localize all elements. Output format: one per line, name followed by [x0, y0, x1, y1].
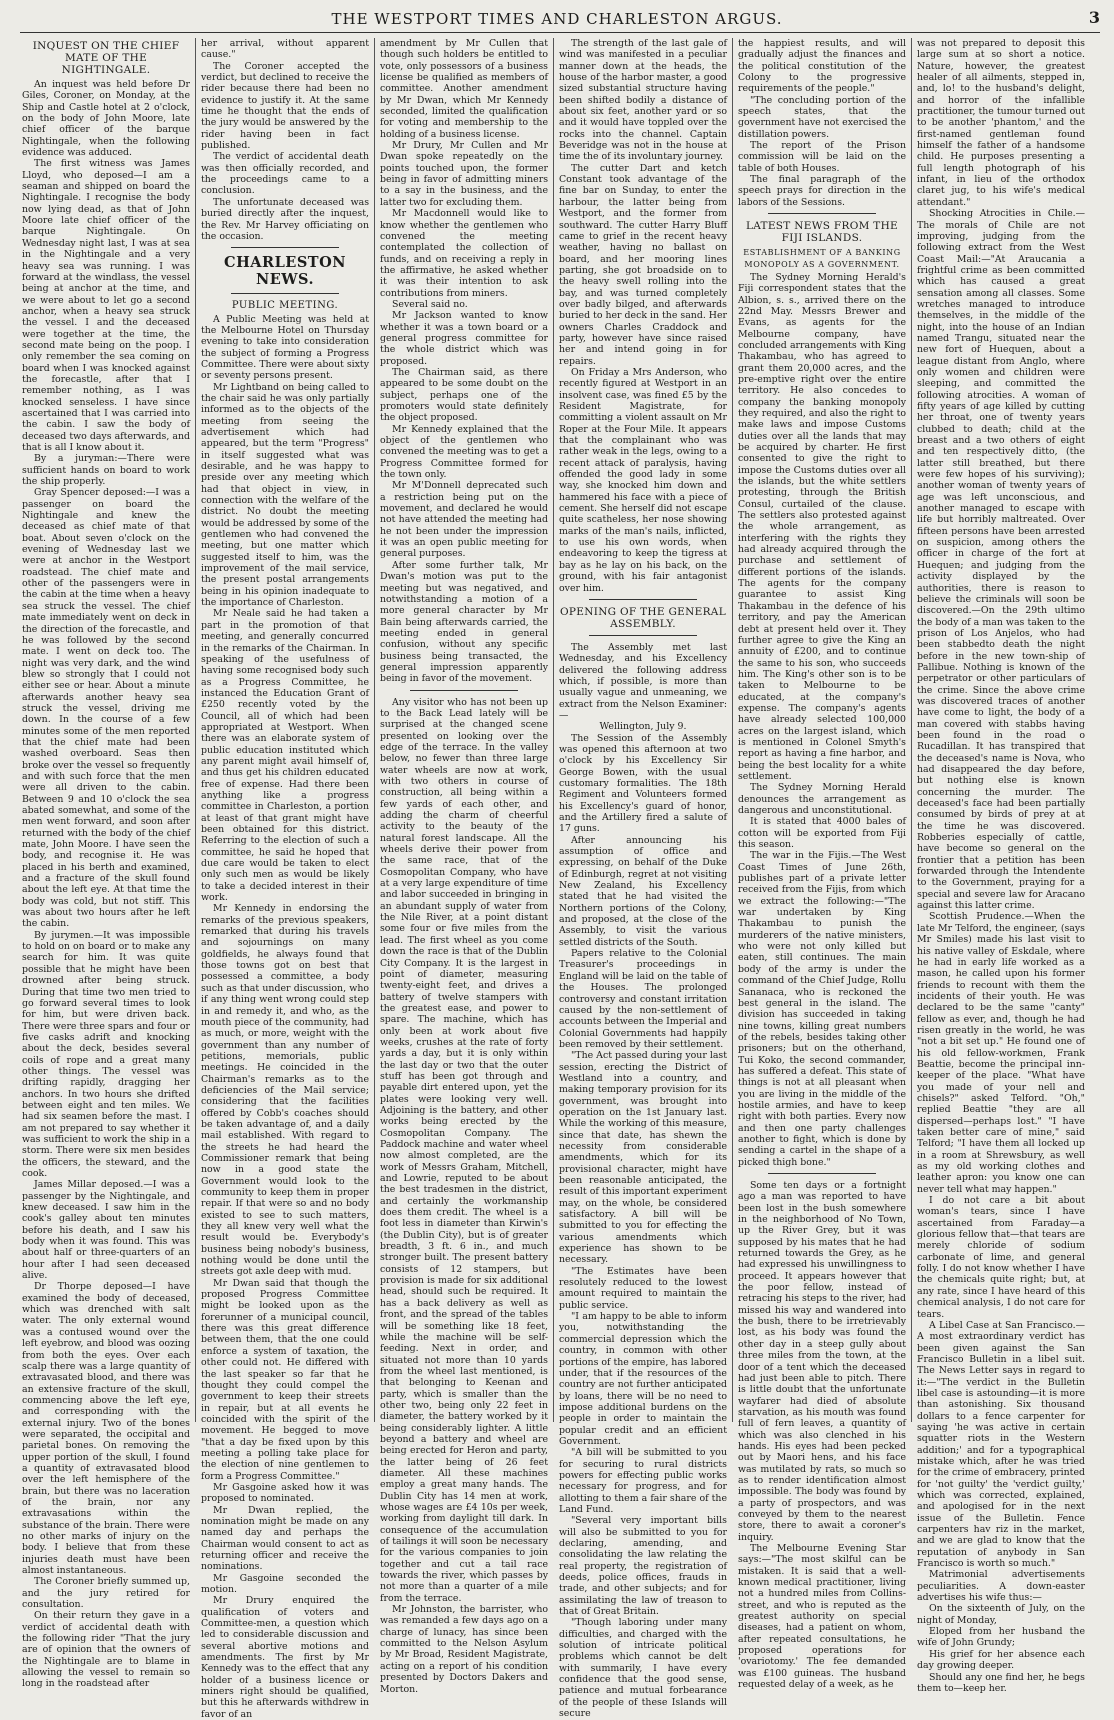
article-paragraph: On their return they gave in a verdict of accidental death with the following rider "That the jury are of opinion that the owners of the Nightingale are to blame in allowing the vessel to remain so long in the roadstead after: [22, 1610, 190, 1690]
article-paragraph: After announcing his assumption of office and expressing, on behalf of the Duke of Edinburgh, regret at not visiting New Zealand, his Excellency stated that he had visited the Northern portions of the Colony, and proposed, at the close of the Assembly, to visit the various settled districts of the South.: [559, 834, 727, 948]
article-paragraph: The unfortunate deceased was buried directly after the inquest, the Rev. Mr Harvey officiating on the occasion.: [201, 196, 369, 242]
article-paragraph: The verdict of accidental death was then officially recorded, and the proceedings came to a conclusion.: [201, 151, 369, 197]
article-paragraph: amendment by Mr Cullen that though such holders be entitled to vote, only possessors of a business license be qualified as members of committee. Another amendment by Mr Dwan, which Mr Kennedy seconded, limited the qualification for voting and membership to the holding of a business license.: [380, 38, 548, 140]
article-paragraph: The Sydney Morning Herald denounces the arrangement as dangerous and unconstitutional.: [738, 782, 906, 816]
section-rule: [589, 599, 697, 600]
column-1: [22, 38, 190, 1690]
column-divider: [374, 38, 375, 1422]
article-paragraph: Several said no.: [392, 298, 468, 310]
article-paragraph: her arrival, without apparent cause.": [201, 38, 369, 61]
article-paragraph: "The Act passed during your last session, erecting the District of Westland into a country, and making temporary provision for its government, was brought into operation on the 1st January last. While the working of this measure, since that date, has shewn the necessity from considerable amendments, which for its provisional character, might have been reasonable anticipated, the result of this important experiment may, on the whole, be considered satisfactory. A bill will be submitted to you for effecting the various amendments which experience has shown to be necessary.: [559, 1050, 727, 1266]
article-paragraph: Mr Dwan replied, the nomination might be made on any named day and perhaps the Chairman would consent to act as returning officer and receive the nominations.: [201, 1504, 369, 1573]
article-paragraph: Mr Drury enquired the qualification of voters and Committee-men, a question which led to considerable discussion and several abortive motions and amendments. The first by Mr Kennedy was to the effect that any holder of a business licence or miners right should be qualified, but this he afterwards withdrew in favor of an: [201, 1595, 369, 1720]
column-3: [380, 38, 548, 1695]
article-paragraph: Mr Kennedy in endorsing the remarks of the previous speakers, remarked that during his travels and sojournings on many goldfields, he always found that those towns got on best that possessed a committee, a body such as that under discussion, who if any thing went wrong could step in and remedy it, and who, as the mouth piece of the community, had as much, or more, weight with the government than any number of petitions, memorials, public meetings. He coincided in the Chairman's remarks as to the deficiencies of the Mail service; considering that the facilities offered by Cobb's coaches should be taken advantage of, and a daily mail established. With regard to the streets he had heard the Commissioner remark that being now in a good state the Government would look to the community to keep them in proper repair. If that were so and no body existed to see to such matters, they all knew very well what the result would be. Everybody's business being nobody's business, nothing would be done until the streets got axle deep with mud.: [201, 903, 369, 1278]
article-paragraph: Scottish Prudence.—When the late Mr Telford, the engineer, (says Mr Smiles) made his last visit to his native valley of Eskdale, where he had in early life worked as a mason, he called upon his former friends to recount with them the incidents of their youth. He was declared to be the same "canty" fellow as ever, and, though he had risen greatly in the world, he was "not a bit set up." He found one of his old fellow-workmen, Frank Beattie, become the principal inn-keeper of the place. "What have you made of your nell and chisels?" asked Telford. "Oh," replied Beattie "they are all dispersed—perhaps lost." "I have taken better care of mine," said Telford; "I have them all locked up in a room at Shrewsbury, as well as my old working clothes and leather apron: you know one can never tell what may happen.": [917, 911, 1085, 1195]
article-paragraph: Mr Dwan said that though the proposed Progress Committee might be looked upon as the forerunner of a municipal council, there was this great difference between them, that the one could enforce a system of taxation, the other could not. He differed with the last speaker so far that he thought they could compel the government to keep their streets in repair, but at all events he coincided with the spirit of the movement. He begged to move "that a day be fixed upon by this meeting a polling take place for the election of nine gentlemen to form a Progress Committee.": [201, 1277, 369, 1482]
article-paragraph: "A bill will be submitted to you for securing to rural districts powers for effecting public works necessary for progress, and for allotting to them a fair share of the Land Fund.: [559, 1447, 727, 1515]
dateline: Wellington, July 9.: [599, 721, 687, 733]
article-paragraph: Mr Macdonnell would like to know whether the gentlemen who convened the meeting contemplated the collection of funds, and on receiving a reply in the affirmative, he asked whether it was their intention to ask contributions from miners.: [380, 208, 548, 299]
article-paragraph: The Sydney Morning Herald's Fiji correspondent states that the Albion, s. s., arrived there on the 22nd May. Messrs Brewer and Evans, as agents for the Melbourne company, have concluded arrangements with King Thakambau, who has agreed to grant them 20,000 acres, and the pre-emptive right over the entire territory. He also concedes to company the banking monopoly they required, and also the right to make laws and impose Customs duties over all the lands that may be acquired by charter. He first consented to give the right to impose the Customs duties over all the islands, but the white settlers protesting, through the British Consul, curtailed of the clause. The settlers also protested against the whole arrangement, as interfering with the rights they had already acquired through the purchase and settlement of different portions of the islands. The agents for the company guarantee to assist King Thakambau in the defence of his territory, and pay the American debt at present held over it. They further agree to give the King an annuity of £200, and to continue the same to his son, who succeeds him. The King's other son is to be taken to Melbourne to be educated, at the company's expense. The company's agents have already selected 100,000 acres on the largest island, which is mentioned in Colonel Smyth's report as having a fine harbor, and being the best locality for a white settlement.: [738, 271, 906, 782]
article-paragraph: The strength of the last gale of wind was manifested in a peculiar manner down at the heads, the house of the harbor master, a good sized substantial structure having been shifted bodily a distance of about six feet, another yard or so and it would have toppled over the rocks into the channel. Captain Beveridge was not in the house at time the of its involuntary journey.: [559, 38, 727, 163]
article-paragraph: The war in the Fijis.—The West Coast Times of June 26th, publishes part of a private letter received from the Fijis, from which we extract the following:—"The war undertaken by King Thakambau to punish the murderers of the native ministers, who were not only killed but eaten, still continues. The main body of the army is under the command of the Chief Judge, Rollu Sananaca, who is reckoned the best general in the island. The division has succeeded in taking nine towns, killing great numbers of the rebels, besides taking other prisoners; but on the otherhand, Tui Koko, the second commander, has suffered a defeat. This state of things is not at all pleasant when you are living in the middle of the hostile armies, and have to keep right with both parties. Every now and then one party challenges another to fight, which is done by sending a cartel in the shape of a picked thigh bone.": [738, 850, 906, 1168]
section-title: CHARLESTON NEWS.: [224, 254, 346, 289]
article-paragraph: Mr Gasgoine seconded the motion.: [201, 1572, 369, 1596]
article-paragraph: The Chairman said, as there appeared to be some doubt on the subject, perhaps one of the promoters would state definitely the object proposed.: [380, 366, 548, 424]
article-paragraph: Mr Gasgoine asked how it was proposed to nominated.: [201, 1481, 369, 1505]
page-number: 3: [1088, 8, 1100, 27]
article-paragraph: The Coroner briefly summed up, and the jury retired for consultation.: [22, 1576, 190, 1611]
article-paragraph: Mr Jackson wanted to know whether it was a town board or a general progress committee for the whole district which was proposed.: [380, 310, 548, 367]
article-paragraph: The Coroner accepted the verdict, but declined to receive the rider because there had been no evidence to justify it. At the same time he thought that the ends of the jury would be answered by the rider having been in fact published.: [201, 60, 369, 152]
article-headline: OPENING OF THE GENERAL ASSEMBLY.: [560, 605, 726, 630]
column-2: [201, 38, 369, 1720]
article-paragraph: The cutter Dart and ketch Constant took advantage of the fine bar on Sunday, to enter the harbour, the latter being from Westport, and the former from southward. The cutter Harry Bluff came to grief in the recent heavy weather, having no ballast on board, and her mooring lines parting, she got broadside on to the heavy swell rolling into the bay, and was turned completely over badly bilged, and afterwards buried to her deck in the sand. Her owners Charles Craddock and party, however have since raised her and intend going in for repairs.: [559, 162, 727, 367]
article-paragraph: the happiest results, and will gradually adjust the finances and the political constitution of the Colony to the progressive requirements of the people.": [738, 38, 906, 95]
column-6: [917, 38, 1085, 1694]
article-paragraph: The final paragraph of the speech prays for direction in the labors of the Sessions.: [738, 174, 906, 208]
article-paragraph: On the sixteenth of July, on the night of Monday,: [917, 1603, 1085, 1626]
article-paragraph: After some further talk, Mr Dwan's motion was put to the meeting but was negatived, and notwithstanding a motion of a more general character by Mr Bain being afterwards carried, the meeting ended in general confusion, without any specific business being transacted, the general impression apparently being in favor of the movement.: [380, 559, 548, 685]
article-paragraph: "I am happy to be able to inform you, notwithstanding the commercial depression which the country, in common with other portions of the empire, has labored under, that if the resources of the country are not further anticipated by loans, there will be no need to impose additional burdens on the people in order to maintain the popular credit and an efficient Government.: [559, 1311, 727, 1447]
column-divider: [195, 38, 196, 1422]
article-paragraph: Eloped from her husband the wife of John Grundy;: [917, 1626, 1085, 1649]
masthead: [0, 0, 1114, 34]
article-paragraph: By a juryman:—There were sufficient hands on board to work the ship properly.: [22, 453, 190, 488]
article-paragraph: On Friday a Mrs Anderson, who recently figured at Westport in an insolvent case, was fined £5 by the Resident Magistrate, for committing a violent assault on Mr Roper at the Four Mile. It appears that the complainant who was rather weak in the legs, owing to a recent attack of paralysis, having offended the good lady in some way, she knocked him down and hammered his face with a piece of cement. She herself did not escape quite scatheless, her nose showing marks of the man's nails, inflicted, to use his own words, when endeavoring to keep the tigress at bay as he lay on his back, on the ground, with his fair antagonist over him.: [559, 366, 727, 594]
column-divider: [732, 38, 733, 1422]
article-paragraph: The first witness was James Lloyd, who deposed—I am a seaman and shipped on board the Nightingale. I recognise the body now lying dead, as that of John Moore late chief officer of the barque Nightingale. On Wednesday night last, I was at sea in the Nightingale and a very heavy sea was running. I was forward at the windlass, the vessel being at anchor at the time, and we were about to let go a second anchor, when a heavy sea struck the vessel. I and the deceased were together at the time, the second mate being on the poop. I only remember the sea coming on board when I was knocked against the forecastle, after that I remember nothing, as I was knocked senseless. I have since ascertained that I was carried into the cabin. I saw the body of deceased two days afterwards, and that is all I know about it.: [22, 158, 190, 453]
article-paragraph: The Session of the Assembly was opened this afternoon at two o'clock by his Excellency Sir George Bowen, with the usual customary formalities. The 18th Regiment and Volunteers formed his Excellency's guard of honor, and the Artillery fired a salute of 17 guns.: [559, 732, 727, 835]
section-rule: [768, 213, 876, 214]
article-paragraph: The Melbourne Evening Star says:—"The most skilful can be mistaken. It is said that a well-known medical practitioner, living not a hundred miles from Collins-street, and who is reputed as the greatest authority on special diseases, had a patient on whom, after repeated consultations, he proposed operations for 'ovariotomy.' The fee demanded was £100 guineas. The husband requested delay of a week, as he: [738, 1543, 906, 1691]
article-paragraph: A Public Meeting was held at the Melbourne Hotel on Thursday evening to take into consideration the subject of forming a Progress Committee. There were about sixty or seventy persons present.: [201, 313, 369, 382]
article-paragraph: Mr Johnston, the barrister, who was remanded a few days ago on a charge of lunacy, has since been committed to the Nelson Asylum by Mr Broad, Resident Magistrate, acting on a report of his condition presented by Doctors Dakers and Morton.: [380, 1604, 548, 1695]
section-rule: [231, 293, 339, 294]
article-paragraph: Mr Drury, Mr Cullen and Mr Dwan spoke repeatedly on the points touched upon, the former being in favor of admitting miners to a say in the business, and the latter two for excluding them.: [380, 140, 548, 208]
article-headline: LATEST NEWS FROM THE FIJI ISLANDS.: [745, 220, 899, 245]
section-rule: [768, 1173, 876, 1174]
article-headline: INQUEST ON THE CHIEF MATE OF THE NIGHTINGALE.: [32, 40, 180, 76]
article-paragraph: "The Estimates have been resolutely reduced to the lowest amount required to maintain the public service.: [559, 1265, 727, 1311]
column-5: [738, 38, 906, 1691]
article-paragraph: Mr Neale said he had taken a part in the promotion of that meeting, and generally concurred in the remarks of the Chairman. In speaking of the usefulness of having some recognised body such as a Progress Committee, he instanced the Education Grant of £250 recently voted by the Council, all of which had been appropriated at Westport. When there was an elaborate system of public education instituted which any parent might avail himself of, and thus get his children educated free of expense. Had there been anything like a progress committee in Charleston, a portion at least of that grant might have been obtained for this district. Referring to the election of such a committee, he said he hoped that due care would be taken to elect only such men as would be likely to take a decided interest in their work.: [201, 608, 369, 904]
article-subheading: ESTABLISHMENT OF A BANKING MONOPOLY AS A GOVERNMENT.: [743, 248, 901, 269]
masthead-rule: [20, 32, 1100, 33]
column-4: [559, 38, 727, 1720]
article-paragraph: Mr Lightband on being called to the chair said he was only partially informed as to the objects of the meeting from seeing the advertisement which had appeared, but the term "Progress" in itself suggested what was desirable, and he was happy to preside over any meeting which had that object in view, in connection with the welfare of the district. No doubt the meeting would be addressed by some of the gentlemen who had convened the meeting, but one matter which suggested itself to him, was the improvement of the mail service, the present postal arrangements being in his opinion inadequate to the importance of Charleston.: [201, 381, 369, 609]
article-paragraph: By jurymen.—It was impossible to hold on on board or to make any search for him. It was quite possible that he might have been drowned after being struck. During that time two men tried to go forward several times to look for him, but were driven back. There were three spars and four or five casks adrift and knocking about the deck, besides several coils of rope and a great many other things. The vessel was drifting rapidly, dragging her anchors. In two hours she drifted between eight and ten miles. We had six seamen before the mast. I am not prepared to say whether it was sufficient to work the ship in a storm. There were six men besides the officers, the steward, and the cook.: [22, 929, 190, 1179]
article-paragraph: "Several very important bills will also be submitted to you for declaring, amending, and consolidating the law relating the real property, the registration of deeds, police offices, frauds in trade, and other subjects; and for assimilating the law of treason to that of Great Britain.: [559, 1515, 727, 1618]
article-paragraph: I do not care a bit about woman's tears, since I have ascertained from Faraday—a glorious fellow that—that tears are merely chloride of sodium carbonate of lime, and general folly. I do not know whether I have the chemicals quite right; but, at any rate, since I have heard of this chemical analysis, I do not care for tears.: [917, 1195, 1085, 1320]
article-paragraph: Any visitor who has not been up to the Back Lead lately will be surprised at the changed scene presented on looking over the edge of the terrace. In the valley below, no fewer than three large water wheels are now at work, with two others in course of construction, all being within a few yards of each other, and adding the charm of cheerful activity to the beauty of the natural forest landscape. All the wheels derive their power from the same race, that of the Cosmopolitan Company, who have at a very large expenditure of time and labor succeeded in bringing in an abundant supply of water from the Nile River, at a point distant some four or five miles from the lead. The first wheel as you come down the race is that of the Dublin City Company. It is the largest in point of diameter, measuring twenty-eight feet, and drives a battery of twelve stampers with the greatest ease, and power to spare. The machine, which has only been at work about five weeks, crushes at the rate of forty yards a day, but it is only within the last day or two that the outer stuff has been got through and payable dirt entered upon, yet the plates were looking very well. Adjoining is the battery, and other works being erected by the Cosmopolitan Company. The Paddock machine and water wheel now almost completed, are the work of Messrs Graham, Mitchell, and Lowrie, reputed to be about the best tradesmen in the district, and certainly the workmanship does them credit. The wheel is a foot less in diameter than Kirwin's (the Dublin City), but is of greater breadth, 3 ft. 6 in., and much stronger built. The present battery consists of 12 stampers, but provision is made for six additional head, should such be required. It has a back delivery as well as front, and the spread of the tables will be something like 18 feet, while the machine will be self-feeding. Next in order, and situated not more than 10 yards from the wheel last mentioned, is that belonging to Keenan and party, which is smaller than the other two, being only 22 feet in diameter, the battery worked by it being considerably lighter. A little beyond a battery and wheel are being erected for Heron and party, the latter being of 26 feet diameter. All these machines employ a great many hands. The Dublin City has 14 men at work, whose wages are £4 10s per week, working from daylight till dark. In consequence of the accumulation of tailings it will soon be necessary for the various companies to join together and cut a tail race towards the river, which passes by not more than a quarter of a mile from the terrace.: [380, 696, 548, 1604]
article-paragraph: Matrimonial advertisements peculiarities. A down-easter advertises his wife thus:—: [917, 1569, 1085, 1604]
article-paragraph: Papers relative to the Colonial Treasurer's proceedings in England will be laid on the table of the Houses. The prolonged controversy and constant irritation caused by the non-settlement of accounts between the Imperial and Colonial Governments had happily been removed by their settlement.: [559, 948, 727, 1050]
column-divider: [553, 38, 554, 1422]
article-paragraph: "Though laboring under many difficulties, and charged with the solution of intricate political problems which cannot be delt with summarily, I have every confidence that the good sense, patience and mutual forbearance of the people of these Islands will secure: [559, 1617, 727, 1720]
newspaper-title: THE WESTPORT TIMES AND CHARLESTON ARGUS.: [331, 10, 783, 28]
article-paragraph: Gray Spencer deposed:—I was a passenger on board the Nightingale and knew the deceased as chief mate of that boat. About seven o'clock on the evening of Wednesday last we were at anchor in the Westport roadstead. The chief mate and other of the passengers were in the cabin at the time when a heavy sea struck the vessel. The chief mate immediately went on deck in the direction of the forecastle, and he was followed by the second mate. I went on deck too. The night was very dark, and the wind blew so strongly that I could not either see or hear. About a minute afterwards another heavy sea struck the vessel, driving me down. In the course of a few minutes some of the men reported that the chief mate had been washed overboard. Seas then broke over the vessel so frequently and with such force that the men were all driven to the cabin. Between 9 and 10 o'clock the sea abated somewhat, and some of the men went forward, and soon after returned with the body of the chief mate, John Moore. I have seen the body, and recognise it. He was placed in his berth and examined, and a fracture of the skull found about the left eye. At that time the body was cold, but not stiff. This was about two hours after he left the cabin.: [22, 487, 190, 930]
sub-headline: PUBLIC MEETING.: [231, 300, 339, 312]
article-paragraph: A Libel Case at San Francisco.—A most extraordinary verdict has been given against the San Francisco Bulletin in a libel suit. The News Letter says in regard to it:—"The verdict in the Bulletin libel case is astounding—it is more than astonishing. Six thousand dollars to a fence carpenter for saying 'he was active in certain squatter riots in the Western addition;' and for a typographical mistake which, after he was tried for the crime of embracery, printed for 'not guilty' the 'verdict guilty,' which was corrected, explained, and apologised for in the next issue of the Bulletin. Fence carpenters hav riz in the market, and we are glad to know that the reputation of anybody in San Francisco is worth so much.": [917, 1319, 1085, 1570]
article-paragraph: Mr Kennedy explained that the object of the gentlemen who convened the meeting was to get a Progress Committee formed for the town only.: [380, 423, 548, 481]
section-rule: [589, 635, 697, 636]
article-paragraph: The Assembly met last Wednesday, and his Excellency delivered the following address which, if possible, is more than usually vague and unmeaning, we extract from the Nelson Examiner:—: [559, 641, 727, 721]
article-paragraph: Dr Thorpe deposed—I have examined the body of deceased, which was drenched with salt water. The only external wound was a contused wound over the left eyebrow, and blood was oozing from both the eyes. Over each scalp there was a large quantity of extravasated blood, and there was an extensive fracture of the skull, commencing above the left eye, and corresponding with the external injury. Two of the bones were separated, the occipital and parietal bones. On removing the upper portion of the skull, I found a quantity of extravasated blood over the left hemisphere of the brain, but there was no laceration of the brain, nor any extravasations within the substance of the brain. There were no other marks of injury on the body. I believe that from these injuries death must have been almost instantaneous.: [22, 1281, 190, 1577]
section-rule: [231, 247, 339, 248]
article-paragraph: Mr M'Donnell deprecated such a restriction being put on the movement, and declared he would not have attended the meeting had he not been under the impression it was an open public meeting for general purposes.: [380, 480, 548, 560]
article-paragraph: Shocking Atrocities in Chile.—The morals of Chile are not improving, judging from the following extract from the West Coast Mail:—"At Araucania a frightful crime as been committed which has caused a great sensation among all classes. Some wretches managed to introduce themselves, in the middle of the night, into the house of an Indian named Trangu, situated near the new fort of Huequen, about a league distant from Anglo, where only women and children were sleeping, and committed the following atrocities. A woman of fifty years of age killed by cutting her throat, one of twenty years clubbed to death; child at the breast and a two others of eight and ten respectively ditto, (the latter still breathed, but there were few hopes of his surviving); another woman of twenty years of age was left unconscious, and another managed to escape with life but horribly maltreated. Over fifteen persons have been arrested on suspicion, among others the officer in charge of the fort at Huequen; and judging from the activity displayed by the authorities, there is reason to believe the criminals will soon be discovered.—On the 29th ultimo the body of a man was taken to the prison of Los Anjelos, who had been stabbedto death the night before in the new town-ship of Pallibue. Nothing is known of the perpetrator or other particulars of the crime. Since the above crime was discovered traces of another have come to light, the body of a man covered with stabbs having been found in the road o Rucadillan. It has transpired that the deceased's name is Nova, who had disappeared the day before, but nothing else is known concerning the murder. The deceased's face had been partially consumed by birds of prey at at the time he was discovered. Robberies especially of cattle, have become so general on the frontier that a petition has been forwarded through the Intendente to the Government, praying for a special and severe law for Aracano against this latter crime.: [917, 208, 1085, 912]
section-rule: [410, 690, 518, 691]
column-divider: [911, 38, 912, 1422]
article-paragraph: The report of the Prison commission will be laid on the table of both Houses.: [738, 140, 906, 174]
article-paragraph: An inquest was held before Dr Giles, Coroner, on Monday, at the Ship and Castle hotel at 2 o'clock, on the body of John Moore, late chief officer of the barque Nightingale, when the following evidence was adduced.: [22, 79, 190, 159]
article-paragraph: James Millar deposed.—I was a passenger by the Nightingale, and knew deceased. I saw him in the cook's galley about ten minutes before his death, and I saw his body when it was found. This was about half or three-quarters of an hour after I had seen deceased alive.: [22, 1179, 190, 1282]
article-paragraph: was not prepared to deposit this large sum at so short a notice. Nature, however, the greatest healer of all ailments, stepped in, and, lo! to the husband's delight, and horror of the infallible practitioner, the tumour turned out to be another 'phantom,' and the first-named gentleman found himself the father of a handsome child. He purposes presenting a full length photograph of his infant, in lieu of the orthodox claret jug, to his wife's medical attendant.": [917, 38, 1085, 208]
article-paragraph: Some ten days or a fortnight ago a man was reported to have been lost in the bush somewhere in the neighborhood of No Town, up the River Grey, but it was supposed by his mates that he had returned towards the Grey, as he had expressed his unwillingness to proceed. It appears however that the poor fellow, instead of retracing his steps to the river, had missed his way and wandered into the bush, there to be irretrievably lost, as his body was found the other day in a steep gully about three miles from the town, at the door of a tent which the deceased had just been able to pitch. There is little doubt that the unfortunate wayfarer had died of absolute starvation, as his mouth was found full of fern leaves, a quantity of which was also clenched in his hands. His eyes had been pecked out by Maori hens, and his face was mutilated by rats, so much so as to render identification almost impossible. The body was found by a party of prospectors, and was conveyed by them to the nearest store, there to await a coroner's inquiry.: [738, 1180, 906, 1543]
article-paragraph: His grief for her absence each day growing deeper.: [917, 1648, 1085, 1672]
article-paragraph: It is stated that 4000 bales of cotton will be exported from Fiji this season.: [738, 816, 906, 851]
article-paragraph: Should any one find her, he begs them to—keep her.: [917, 1671, 1085, 1694]
article-paragraph: "The concluding portion of the speech states, that the government have not exercised the distillation powers.: [738, 94, 906, 140]
